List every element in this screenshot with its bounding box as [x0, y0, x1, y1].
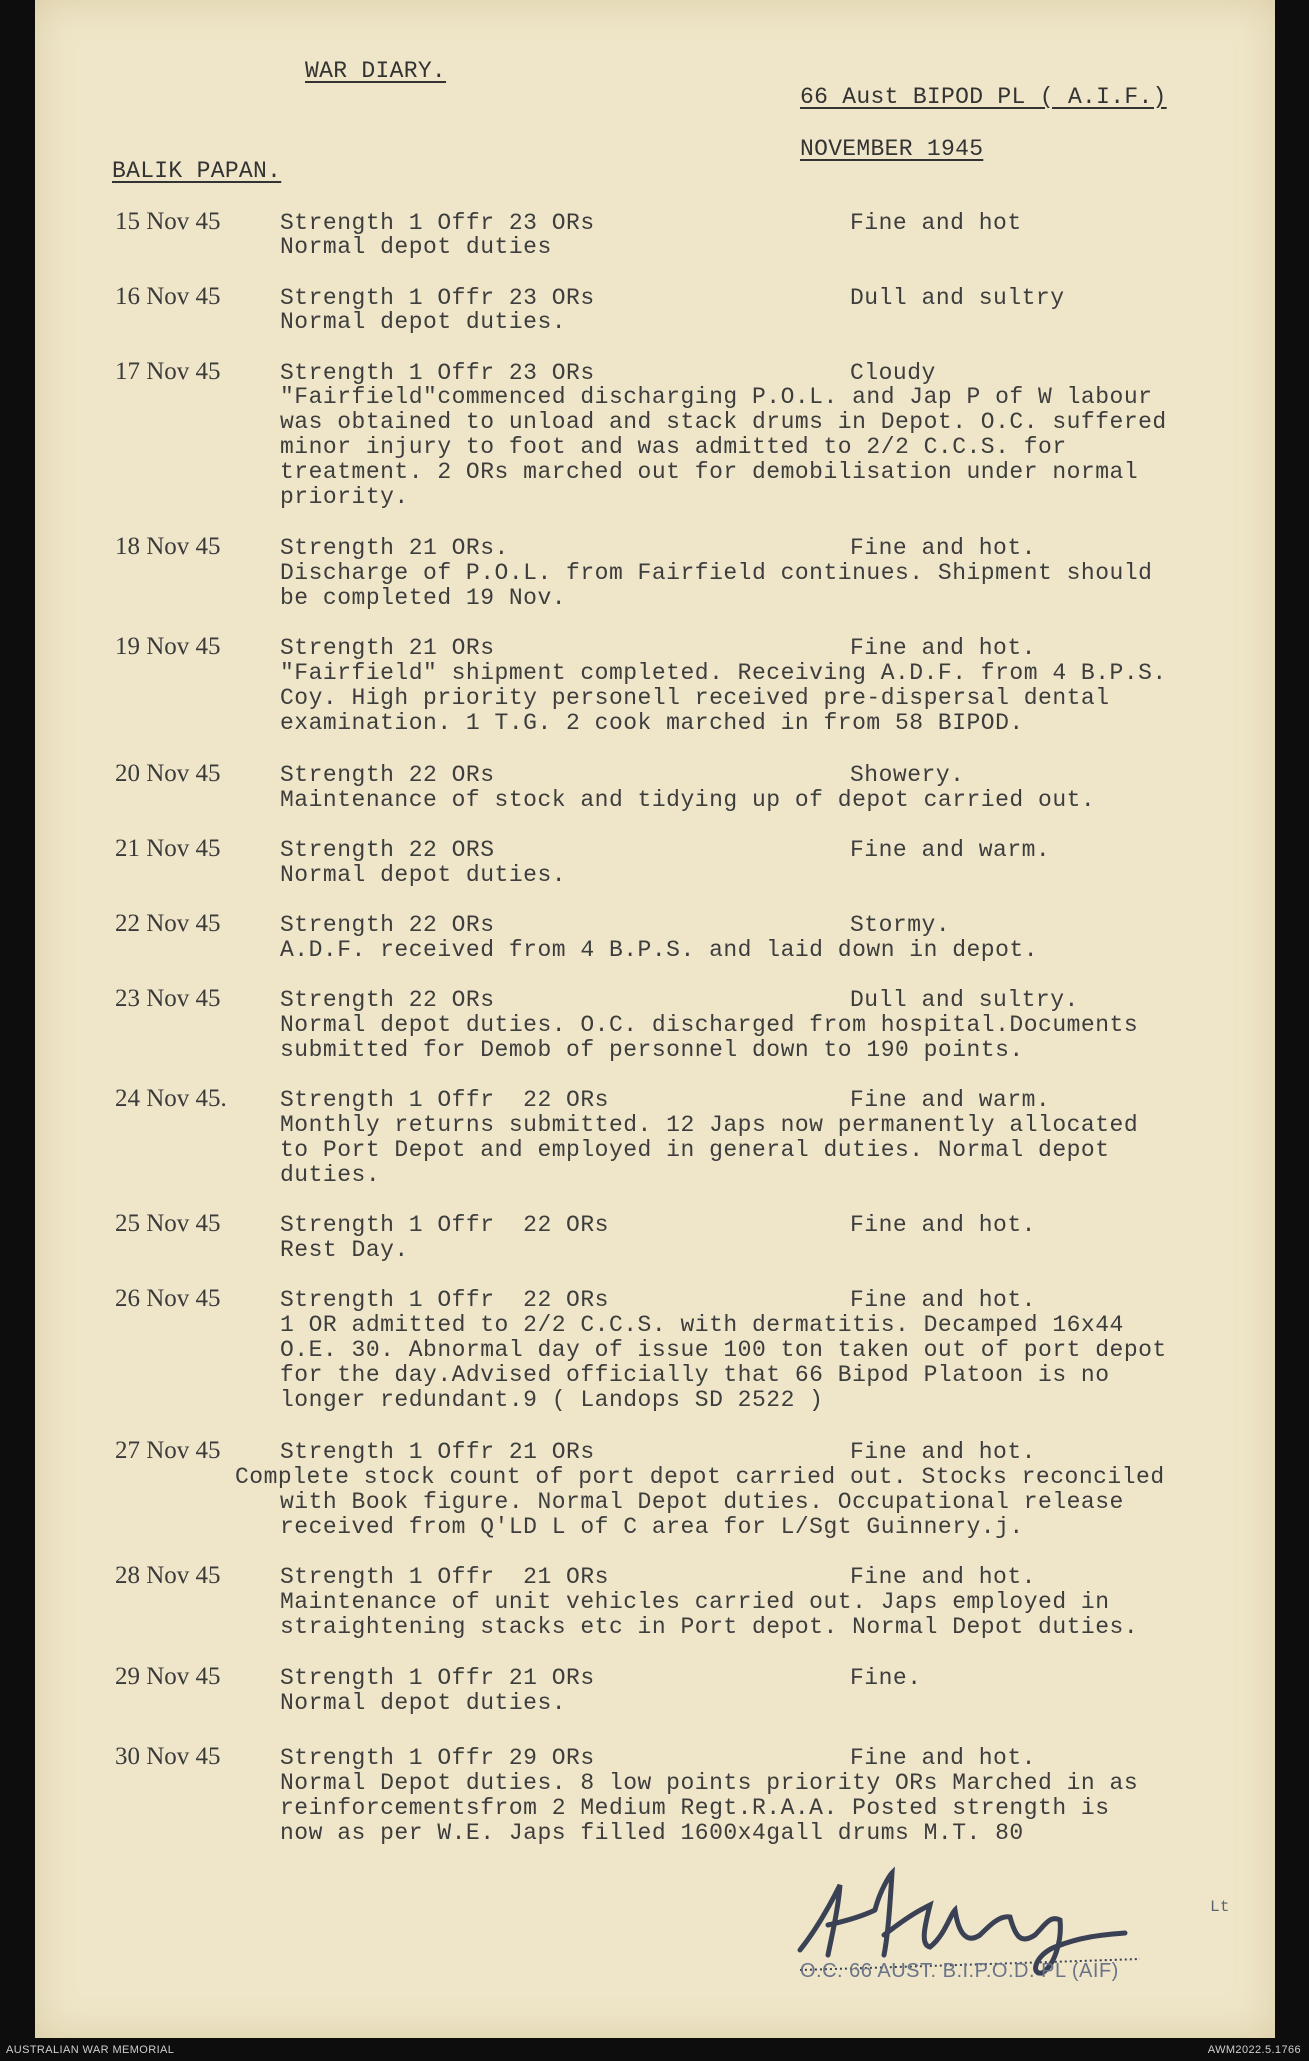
entry-weather: Fine and hot. — [850, 635, 1036, 661]
entry-strength: Strength 21 ORs. — [280, 535, 509, 561]
entry-strength: Strength 1 Offr 23 ORs — [280, 210, 595, 236]
entry-line: straightening stacks etc in Port depot. Normal Depot duties. — [280, 1614, 1139, 1640]
entry-line: with Book figure. Normal Depot duties. Occupational release — [280, 1489, 1124, 1515]
entry-date: 28 Nov 45 — [115, 1562, 221, 1589]
entry-line: longer redundant.9 ( Landops SD 2522 ) — [280, 1387, 824, 1413]
entry-line: Coy. High priority personell received pre-dispersal dental — [280, 685, 1110, 711]
entry-line: examination. 1 T.G. 2 cook marched in from 58 BIPOD. — [280, 710, 1024, 736]
entry-line: Normal depot duties. — [280, 862, 567, 888]
entry-weather: Fine. — [850, 1665, 922, 1691]
entry-date: 30 Nov 45 — [115, 1743, 221, 1770]
entry-strength: Strength 21 ORs — [280, 635, 495, 661]
entry-date: 18 Nov 45 — [115, 533, 221, 560]
entry-strength: Strength 1 Offr 21 ORs — [280, 1564, 609, 1590]
entry-date: 26 Nov 45 — [115, 1285, 221, 1312]
entry-weather: Dull and sultry. — [850, 987, 1079, 1013]
entry-line: Maintenance of stock and tidying up of depot carried out. — [280, 787, 1096, 813]
signature-rank: Lt — [1210, 1898, 1230, 1916]
entry-strength: Strength 22 ORs — [280, 987, 495, 1013]
entry-weather: Fine and hot — [850, 210, 1022, 236]
entry-line: Complete stock count of port depot carried out. Stocks reconciled — [235, 1464, 1165, 1490]
entry-line: A.D.F. received from 4 B.P.S. and laid down in depot. — [280, 937, 1039, 963]
entry-date: 27 Nov 45 — [115, 1437, 221, 1464]
entry-line: duties. — [280, 1162, 381, 1188]
entry-line: Rest Day. — [280, 1237, 409, 1263]
entry-date: 24 Nov 45. — [115, 1085, 227, 1112]
entry-line: be completed 19 Nov. — [280, 585, 567, 611]
diary-month: NOVEMBER 1945 — [800, 136, 984, 162]
entry-date: 29 Nov 45 — [115, 1663, 221, 1690]
entry-date: 21 Nov 45 — [115, 835, 221, 862]
entry-line: treatment. 2 ORs marched out for demobilisation under normal — [280, 459, 1139, 485]
entry-line: "Fairfield" shipment completed. Receiving A.D.F. from 4 B.P.S. — [280, 660, 1167, 686]
entry-date: 17 Nov 45 — [115, 358, 221, 385]
entry-line: O.E. 30. Abnormal day of issue 100 ton taken out of port depot — [280, 1337, 1167, 1363]
entry-line: Normal depot duties. — [280, 309, 567, 335]
entry-weather: Fine and hot. — [850, 1212, 1036, 1238]
footer-archive-left: AUSTRALIAN WAR MEMORIAL — [6, 2044, 175, 2056]
entry-strength: Strength 22 ORs — [280, 912, 495, 938]
entry-strength: Strength 1 Offr 21 ORs — [280, 1439, 595, 1465]
entry-line: reinforcementsfrom 2 Medium Regt.R.A.A. Posted strength is — [280, 1795, 1110, 1821]
entry-weather: Fine and hot. — [850, 535, 1036, 561]
entry-weather: Fine and hot. — [850, 1287, 1036, 1313]
footer-archive-right: AWM2022.5.1766 — [1207, 2044, 1301, 2056]
entry-line: "Fairfield"commenced discharging P.O.L. and Jap P of W labour — [280, 384, 1153, 410]
entry-date: 19 Nov 45 — [115, 633, 221, 660]
entry-line: received from Q'LD L of C area for L/Sgt Guinnery.j. — [280, 1514, 1024, 1540]
entry-line: Normal depot duties. — [280, 1690, 567, 1716]
entry-line: Normal Depot duties. 8 low points priority ORs Marched in as — [280, 1770, 1139, 1796]
entry-line: Maintenance of unit vehicles carried out. Japs employed in — [280, 1589, 1110, 1615]
entry-strength: Strength 1 Offr 22 ORs — [280, 1287, 609, 1313]
entry-date: 23 Nov 45 — [115, 985, 221, 1012]
entry-weather: Fine and hot. — [850, 1439, 1036, 1465]
unit-name: 66 Aust BIPOD PL ( A.I.F.) — [800, 84, 1167, 110]
entry-line: Discharge of P.O.L. from Fairfield continues. Shipment should — [280, 560, 1153, 586]
diary-page — [35, 0, 1275, 2038]
entry-line: Normal depot duties. O.C. discharged from hospital.Documents — [280, 1012, 1139, 1038]
diary-title: WAR DIARY. — [305, 58, 447, 84]
location: BALIK PAPAN. — [112, 158, 282, 184]
entry-line: was obtained to unload and stack drums in Depot. O.C. suffered — [280, 409, 1167, 435]
entry-line: minor injury to foot and was admitted to 2/2 C.C.S. for — [280, 434, 1067, 460]
entry-weather: Dull and sultry — [850, 285, 1065, 311]
entry-date: 20 Nov 45 — [115, 760, 221, 787]
entry-date: 25 Nov 45 — [115, 1210, 221, 1237]
entry-line: 1 OR admitted to 2/2 C.C.S. with dermatitis. Decamped 16x44 — [280, 1312, 1124, 1338]
entry-strength: Strength 1 Offr 23 ORs — [280, 285, 595, 311]
entry-date: 15 Nov 45 — [115, 208, 221, 235]
entry-line: Monthly returns submitted. 12 Japs now permanently allocated — [280, 1112, 1139, 1138]
entry-weather: Fine and hot. — [850, 1564, 1036, 1590]
entry-date: 22 Nov 45 — [115, 910, 221, 937]
oc-stamp: O.C. 66 AUST. B.I.P.O.D. PL (AIF) — [800, 1960, 1119, 1982]
entry-weather: Fine and warm. — [850, 837, 1051, 863]
entry-weather: Stormy. — [850, 912, 951, 938]
entry-line: Normal depot duties — [280, 234, 552, 260]
entry-weather: Fine and hot. — [850, 1745, 1036, 1771]
entry-strength: Strength 1 Offr 22 ORs — [280, 1087, 609, 1113]
entry-strength: Strength 1 Offr 22 ORs — [280, 1212, 609, 1238]
entry-weather: Cloudy — [850, 360, 936, 386]
entry-strength: Strength 1 Offr 21 ORs — [280, 1665, 595, 1691]
entry-line: submitted for Demob of personnel down to 190 points. — [280, 1037, 1024, 1063]
entry-strength: Strength 22 ORS — [280, 837, 495, 863]
entry-strength: Strength 22 ORs — [280, 762, 495, 788]
entry-strength: Strength 1 Offr 29 ORs — [280, 1745, 595, 1771]
entry-line: for the day.Advised officially that 66 Bipod Platoon is no — [280, 1362, 1110, 1388]
entry-weather: Showery. — [850, 762, 965, 788]
entry-strength: Strength 1 Offr 23 ORs — [280, 360, 595, 386]
entry-weather: Fine and warm. — [850, 1087, 1051, 1113]
entry-line: priority. — [280, 484, 409, 510]
entry-line: now as per W.E. Japs filled 1600x4gall drums M.T. 80 — [280, 1820, 1024, 1846]
entry-date: 16 Nov 45 — [115, 283, 221, 310]
entry-line: to Port Depot and employed in general duties. Normal depot — [280, 1137, 1110, 1163]
